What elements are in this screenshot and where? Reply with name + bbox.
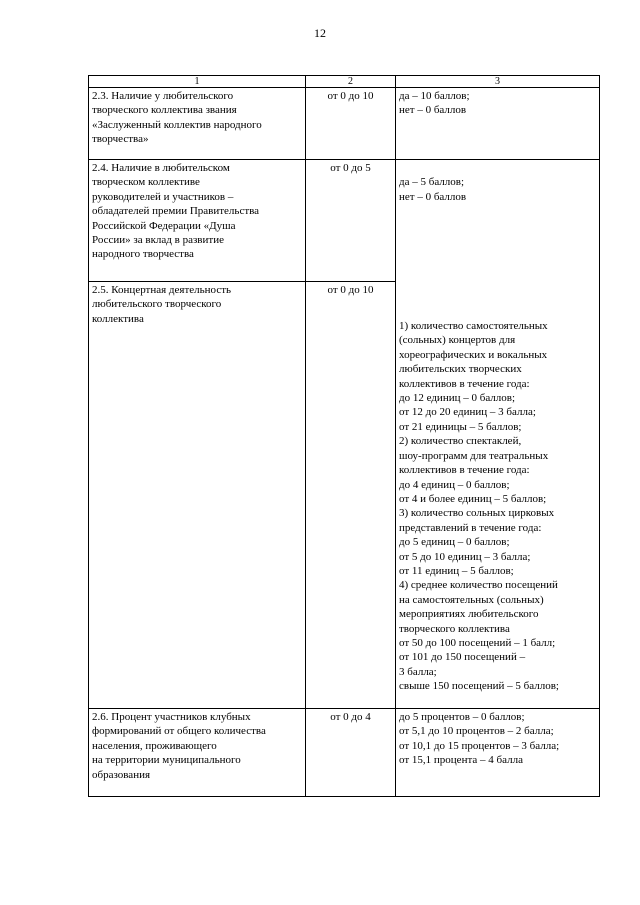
scoring-text: 1) количество самостоятельных (сольных) концертов для хореографических и вокальных любительских творческих коллективов в течение года: до 12 единиц – 0 баллов; от 12 до 20 единиц – 3 балла; от 21 единицы – 5 баллов; 2) количество спектаклей, шоу-программ для театральных коллективов в течение года: до 4 единиц – 0 баллов; от 4 и более единиц – 5 баллов; 3) количество сольных цирковых представлений в течение года: до 5 единиц – 0 баллов; от 5 до 10 единиц – 3 балла; от 11 единиц – 5 баллов; 4) среднее количество посещений на самостоятельных (сольных) мероприятиях любительского творческого коллектива от 50 до 100 посещений – 1 балл; от 101 до 150 посещений – 3 балла; свыше 150 посещений – 5 баллов; bbox=[399, 320, 559, 693]
range-cell: от 0 до 10 bbox=[306, 281, 396, 708]
range-cell: от 0 до 10 bbox=[306, 88, 396, 160]
table-row bbox=[89, 160, 600, 282]
column-header-1: 1 bbox=[89, 76, 306, 88]
scoring-cell bbox=[396, 160, 600, 709]
scoring-cell: да – 10 баллов; нет – 0 баллов bbox=[396, 88, 600, 160]
criterion-cell: 2.4. Наличие в любительском творческом коллективе руководителей и участников – обладателей премии Правительства Российской Федерации «Душа России» за вклад в развитие народного творчества bbox=[89, 160, 306, 282]
range-cell: от 0 до 5 bbox=[306, 160, 396, 282]
column-header-2: 2 bbox=[306, 76, 396, 88]
criteria-table bbox=[88, 75, 600, 797]
table-row bbox=[89, 709, 600, 797]
range-cell: от 0 до 4 bbox=[306, 709, 396, 797]
table-row bbox=[89, 88, 600, 160]
scoring-text: да – 5 баллов; нет – 0 баллов bbox=[399, 176, 467, 203]
criterion-cell: 2.3. Наличие у любительского творческого коллектива звания «Заслуженный коллектив народного творчества» bbox=[89, 88, 306, 160]
spacer bbox=[399, 219, 596, 305]
criterion-cell: 2.6. Процент участников клубных формирований от общего количества населения, проживающего на территории муниципального образования bbox=[89, 709, 306, 797]
criterion-cell: 2.5. Концертная деятельность любительского творческого коллектива bbox=[89, 281, 306, 708]
scoring-cell: до 5 процентов – 0 баллов; от 5,1 до 10 процентов – 2 балла; от 10,1 до 15 процентов – 3 балла; от 15,1 процента – 4 балла bbox=[396, 709, 600, 797]
page-number: 12 bbox=[314, 26, 326, 40]
column-header-3: 3 bbox=[396, 76, 600, 88]
table-header-row bbox=[89, 76, 600, 88]
